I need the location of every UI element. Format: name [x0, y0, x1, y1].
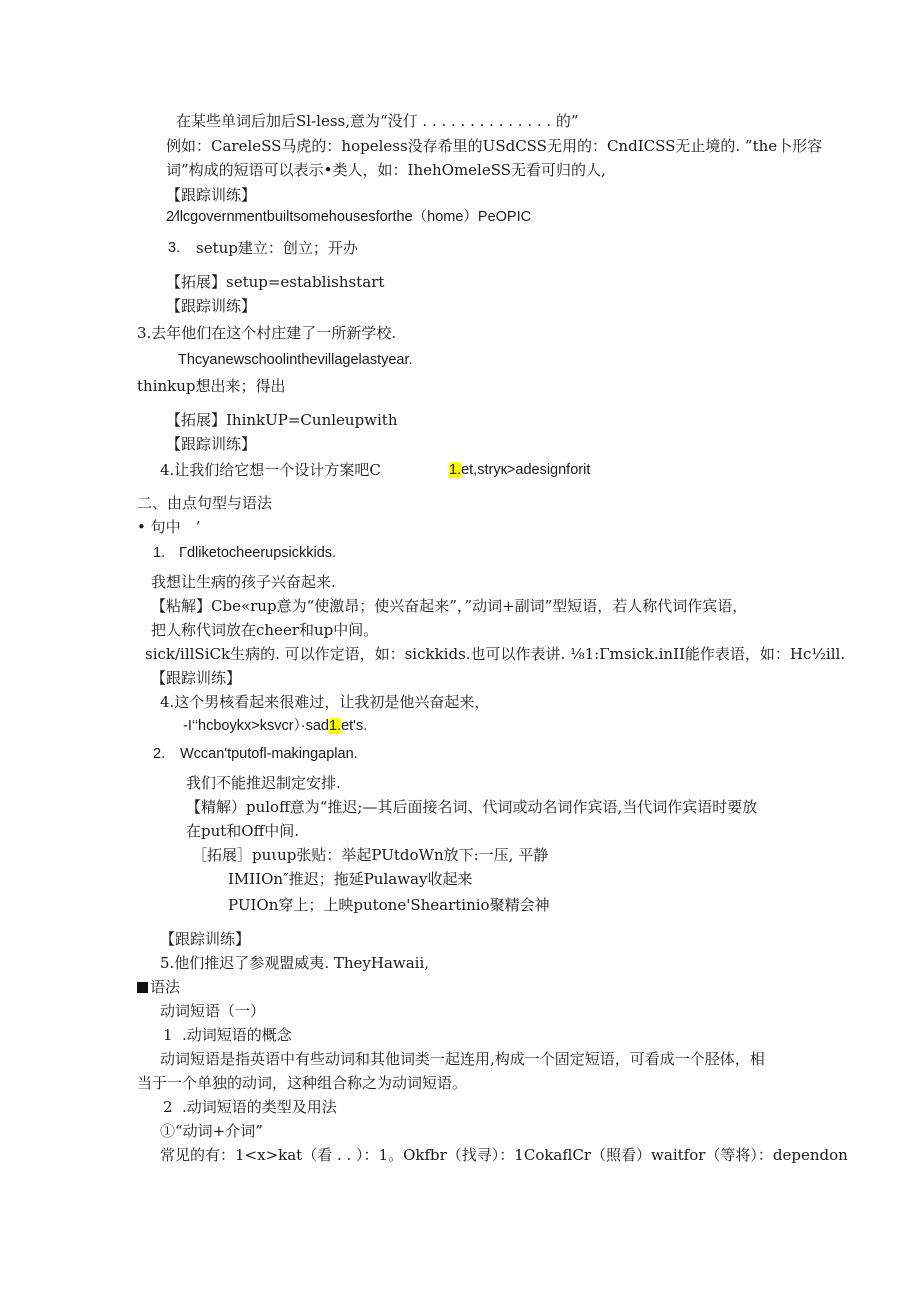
text-line: 【精解）puloff意为“推迟;—其后面接名词、代词或动名词作宾语,当代词作宾语时要放: [186, 798, 758, 816]
text-fragment: -I‘‘hcboykx>ksvcr）·sad: [183, 718, 329, 734]
text-line: • 句中 ’: [137, 518, 201, 536]
text-line: 当于一个单独的动词，这种组合称之为动词短语。: [137, 1074, 468, 1092]
text-line: 5.他们推迟了参观盟威夷. TheyHawaii,: [160, 954, 430, 972]
text-line: 常见的有：1<x>kat（看 . . ）：1。Okfbr（找寻）：1CokaflCr（照看）waitfor（等将）：dependon: [160, 1146, 848, 1164]
text-line: 3.去年他们在这个村庄建了一所新学校.: [137, 324, 397, 342]
item-number: 2: [163, 1098, 173, 1116]
text-fragment: et's.: [341, 718, 368, 734]
text-line: 4.让我们给它想一个设计方案吧C: [160, 461, 381, 479]
section-label: 【跟踪训练】: [166, 186, 257, 204]
text-line: [183, 716, 367, 736]
text-line: Thcyanewschoolinthevillagelastyear.: [178, 352, 413, 368]
text-fragment: 语法: [150, 978, 181, 996]
text-line: 例如：CareleSS马虎的：hopeless没存希里的USdCSS无用的：CndICSS无止境的. ”the卜形容: [166, 137, 823, 155]
item-number: 1.: [153, 545, 166, 561]
text-line: Wccan'tputofl-makingaplan.: [180, 746, 358, 762]
section-heading: 二、由点句型与语法: [137, 494, 273, 512]
text-line: 4.这个男核看起来很难过，让我初是他兴奋起来，: [160, 693, 490, 711]
text-line: ①“动词+介词”: [160, 1122, 263, 1140]
text-line: 【拓展】setup=establishstart: [166, 273, 385, 291]
text-line: 在某些单词后加后Sl-less,意为“没仃 . . . . . . . . . . . . . . 的”: [176, 112, 579, 130]
text-line: 我们不能推迟制定安排.: [186, 774, 341, 792]
text-line: sick/illSiCk生病的. 可以作定语，如：sickkids.也可以作表讲. ⅛1:Γmsick.inII能作表语，如：Hc½ill.: [145, 645, 846, 663]
text-line: [449, 460, 590, 480]
section-label: 【跟踪训练】: [166, 435, 257, 453]
text-line: 动词短语（一）: [160, 1002, 266, 1020]
text-line: .动词短语的类型及用法: [182, 1098, 337, 1116]
highlight-mark: 1.: [328, 718, 342, 734]
text-line: PUIOn穿上；上映putone'Sheartinio聚精会神: [228, 896, 550, 914]
section-label: 【跟踪训练】: [151, 669, 242, 687]
text-line: 词”构成的短语可以表示•类人，如：IhehOmeleSS无看可归的人,: [166, 161, 606, 179]
text-line: thinkup想出来；得出: [137, 377, 286, 395]
text-line: setup建立：创立；开办: [196, 239, 358, 257]
square-bullet-icon: [137, 982, 148, 993]
item-number: 1: [163, 1026, 173, 1044]
text-line: IMIIOn″推迟；拖延Pulaway收起来: [228, 870, 473, 888]
text-fragment: et,stryк>adesignforit: [461, 462, 591, 478]
text-line: 2⁄llcgovernmentbuiltsomehousesforthe（home）PeOPIC: [166, 209, 532, 225]
text-line: 我想让生病的孩子兴奋起来.: [151, 573, 336, 591]
text-line: 在put和Off中间.: [186, 822, 300, 840]
highlight-mark: 1.: [449, 462, 462, 478]
section-label: 【跟踪训练】: [160, 930, 251, 948]
section-label: 【跟踪训练】: [166, 297, 257, 315]
text-line: 把人称代词放在cheer和up中间。: [151, 621, 379, 639]
text-line: 动词短语是指英语中有些动词和其他词类一起连用,构成一个固定短语，可看成一个胫体，相: [160, 1050, 765, 1068]
text-line: 【粘解】Cbe«rup意为“使激昂；使兴奋起来”，”动词+副词”型短语，若人称代词作宾语，: [151, 597, 748, 615]
section-heading: [137, 977, 180, 997]
item-number: 2.: [153, 746, 166, 762]
text-line: .动词短语的概念: [182, 1026, 292, 1044]
text-line: 【拓展】IhinkUP=Cunleupwith: [166, 411, 398, 429]
item-number: 3.: [168, 240, 181, 256]
text-line: ［拓展］puιup张贴：举起PUtdoWn放下:一压, 平静: [192, 846, 549, 864]
text-line: Γdliketocheerupsickkids.: [179, 545, 337, 561]
